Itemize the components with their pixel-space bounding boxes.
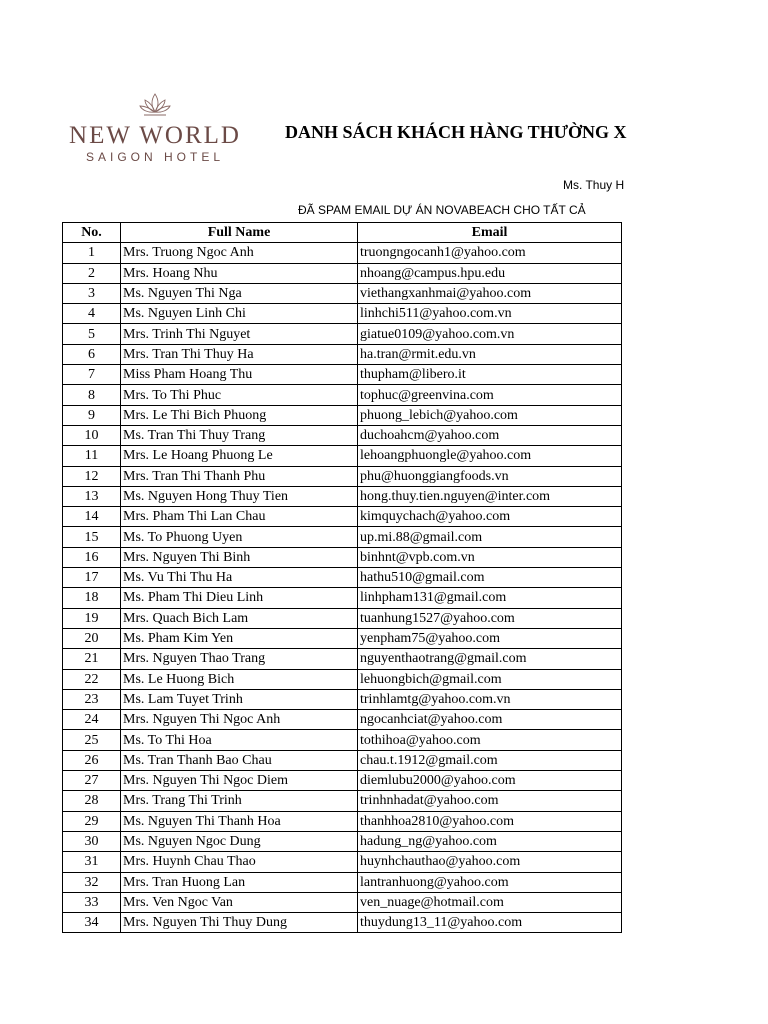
table-row xyxy=(63,588,622,608)
row-number: 30 xyxy=(63,831,121,851)
table-row xyxy=(63,243,622,263)
table-row xyxy=(63,669,622,689)
lotus-emblem-icon xyxy=(139,92,171,120)
hotel-logo xyxy=(62,92,248,172)
logo-subtitle: SAIGON HOTEL xyxy=(85,150,225,164)
row-email: yenpham75@yahoo.com xyxy=(358,628,622,648)
row-number: 2 xyxy=(63,263,121,283)
row-full-name: Ms. Nguyen Hong Thuy Tien xyxy=(121,486,358,506)
table-row xyxy=(63,385,622,405)
table-row xyxy=(63,446,622,466)
table-row xyxy=(63,811,622,831)
row-full-name: Mrs. Quach Bich Lam xyxy=(121,608,358,628)
row-email: chau.t.1912@gmail.com xyxy=(358,750,622,770)
row-number: 3 xyxy=(63,283,121,303)
row-number: 6 xyxy=(63,344,121,364)
row-number: 32 xyxy=(63,872,121,892)
row-full-name: Mrs. Tran Huong Lan xyxy=(121,872,358,892)
row-full-name: Ms. To Phuong Uyen xyxy=(121,527,358,547)
table-row xyxy=(63,628,622,648)
row-full-name: Ms. Tran Thi Thuy Trang xyxy=(121,425,358,445)
table-row xyxy=(63,831,622,851)
contact-person: Ms. Thuy H xyxy=(563,178,625,192)
table-row xyxy=(63,344,622,364)
row-number: 19 xyxy=(63,608,121,628)
row-full-name: Ms. Nguyen Linh Chi xyxy=(121,304,358,324)
table-row xyxy=(63,547,622,567)
table-row xyxy=(63,710,622,730)
row-number: 20 xyxy=(63,628,121,648)
row-email: kimquychach@yahoo.com xyxy=(358,507,622,527)
table-row xyxy=(63,913,622,933)
row-email: huynhchauthao@yahoo.com xyxy=(358,852,622,872)
row-full-name: Mrs. Ven Ngoc Van xyxy=(121,892,358,912)
row-email: trinhnhadat@yahoo.com xyxy=(358,791,622,811)
table-row xyxy=(63,365,622,385)
row-number: 18 xyxy=(63,588,121,608)
row-email: tothihoa@yahoo.com xyxy=(358,730,622,750)
row-number: 12 xyxy=(63,466,121,486)
customer-table xyxy=(62,222,622,933)
row-email: lantranhuong@yahoo.com xyxy=(358,872,622,892)
row-email: trinhlamtg@yahoo.com.vn xyxy=(358,689,622,709)
row-email: thuydung13_11@yahoo.com xyxy=(358,913,622,933)
row-number: 29 xyxy=(63,811,121,831)
row-email: hadung_ng@yahoo.com xyxy=(358,831,622,851)
row-email: truongngocanh1@yahoo.com xyxy=(358,243,622,263)
row-email: nhoang@campus.hpu.edu xyxy=(358,263,622,283)
row-full-name: Mrs. Nguyen Thi Ngoc Diem xyxy=(121,771,358,791)
table-row xyxy=(63,507,622,527)
row-full-name: Mrs. To Thi Phuc xyxy=(121,385,358,405)
table-row xyxy=(63,852,622,872)
column-header-full-name: Full Name xyxy=(121,223,358,243)
table-row xyxy=(63,730,622,750)
row-number: 22 xyxy=(63,669,121,689)
row-full-name: Ms. Vu Thi Thu Ha xyxy=(121,568,358,588)
row-full-name: Ms. Pham Kim Yen xyxy=(121,628,358,648)
row-email: hong.thuy.tien.nguyen@inter.com xyxy=(358,486,622,506)
table-row xyxy=(63,750,622,770)
row-number: 26 xyxy=(63,750,121,770)
row-email: nguyenthaotrang@gmail.com xyxy=(358,649,622,669)
table-row xyxy=(63,791,622,811)
row-full-name: Mrs. Trinh Thi Nguyet xyxy=(121,324,358,344)
table-row xyxy=(63,689,622,709)
row-email: lehuongbich@gmail.com xyxy=(358,669,622,689)
row-full-name: Mrs. Tran Thi Thuy Ha xyxy=(121,344,358,364)
row-full-name: Ms. Nguyen Thi Thanh Hoa xyxy=(121,811,358,831)
table-row xyxy=(63,263,622,283)
table-row xyxy=(63,608,622,628)
row-full-name: Ms. Tran Thanh Bao Chau xyxy=(121,750,358,770)
table-row xyxy=(63,466,622,486)
row-number: 23 xyxy=(63,689,121,709)
row-number: 8 xyxy=(63,385,121,405)
row-number: 17 xyxy=(63,568,121,588)
row-full-name: Mrs. Nguyen Thi Ngoc Anh xyxy=(121,710,358,730)
row-full-name: Mrs. Le Hoang Phuong Le xyxy=(121,446,358,466)
row-number: 27 xyxy=(63,771,121,791)
table-row xyxy=(63,283,622,303)
row-number: 33 xyxy=(63,892,121,912)
row-number: 4 xyxy=(63,304,121,324)
row-number: 31 xyxy=(63,852,121,872)
row-full-name: Mrs. Hoang Nhu xyxy=(121,263,358,283)
table-header-row xyxy=(63,223,622,243)
row-number: 14 xyxy=(63,507,121,527)
row-number: 21 xyxy=(63,649,121,669)
row-number: 34 xyxy=(63,913,121,933)
column-header-email: Email xyxy=(358,223,622,243)
row-number: 9 xyxy=(63,405,121,425)
row-full-name: Ms. Pham Thi Dieu Linh xyxy=(121,588,358,608)
row-email: phu@huonggiangfoods.vn xyxy=(358,466,622,486)
row-full-name: Mrs. Pham Thi Lan Chau xyxy=(121,507,358,527)
row-full-name: Mrs. Nguyen Thao Trang xyxy=(121,649,358,669)
table-row xyxy=(63,486,622,506)
row-number: 11 xyxy=(63,446,121,466)
table-row xyxy=(63,425,622,445)
row-email: linhchi511@yahoo.com.vn xyxy=(358,304,622,324)
row-number: 10 xyxy=(63,425,121,445)
row-full-name: Ms. Nguyen Thi Nga xyxy=(121,283,358,303)
row-number: 15 xyxy=(63,527,121,547)
row-email: up.mi.88@gmail.com xyxy=(358,527,622,547)
row-full-name: Ms. To Thi Hoa xyxy=(121,730,358,750)
row-email: ha.tran@rmit.edu.vn xyxy=(358,344,622,364)
row-full-name: Ms. Le Huong Bich xyxy=(121,669,358,689)
row-number: 5 xyxy=(63,324,121,344)
spam-note: ĐÃ SPAM EMAIL DỰ ÁN NOVABEACH CHO TẤT CẢ xyxy=(298,203,586,217)
row-email: tophuc@greenvina.com xyxy=(358,385,622,405)
row-number: 7 xyxy=(63,365,121,385)
row-number: 1 xyxy=(63,243,121,263)
row-full-name: Mrs. Le Thi Bich Phuong xyxy=(121,405,358,425)
row-full-name: Ms. Nguyen Ngoc Dung xyxy=(121,831,358,851)
row-email: tuanhung1527@yahoo.com xyxy=(358,608,622,628)
row-email: binhnt@vpb.com.vn xyxy=(358,547,622,567)
table-row xyxy=(63,527,622,547)
table-row xyxy=(63,872,622,892)
column-header-no: No. xyxy=(63,223,121,243)
row-number: 13 xyxy=(63,486,121,506)
row-number: 28 xyxy=(63,791,121,811)
row-email: thanhhoa2810@yahoo.com xyxy=(358,811,622,831)
row-number: 25 xyxy=(63,730,121,750)
row-email: giatue0109@yahoo.com.vn xyxy=(358,324,622,344)
row-full-name: Mrs. Trang Thi Trinh xyxy=(121,791,358,811)
row-full-name: Mrs. Truong Ngoc Anh xyxy=(121,243,358,263)
row-email: lehoangphuongle@yahoo.com xyxy=(358,446,622,466)
table-row xyxy=(63,649,622,669)
row-full-name: Miss Pham Hoang Thu xyxy=(121,365,358,385)
table-row xyxy=(63,324,622,344)
row-full-name: Mrs. Tran Thi Thanh Phu xyxy=(121,466,358,486)
table-body xyxy=(63,243,622,933)
row-full-name: Mrs. Huynh Chau Thao xyxy=(121,852,358,872)
row-full-name: Ms. Lam Tuyet Trinh xyxy=(121,689,358,709)
table-row xyxy=(63,568,622,588)
logo-wordmark: NEW WORLD xyxy=(69,122,241,149)
page-title: DANH SÁCH KHÁCH HÀNG THƯỜNG X xyxy=(285,122,627,142)
row-full-name: Mrs. Nguyen Thi Binh xyxy=(121,547,358,567)
row-email: duchoahcm@yahoo.com xyxy=(358,425,622,445)
row-email: diemlubu2000@yahoo.com xyxy=(358,771,622,791)
row-full-name: Mrs. Nguyen Thi Thuy Dung xyxy=(121,913,358,933)
row-email: viethangxanhmai@yahoo.com xyxy=(358,283,622,303)
table-row xyxy=(63,304,622,324)
table-row xyxy=(63,405,622,425)
row-email: hathu510@gmail.com xyxy=(358,568,622,588)
table-row xyxy=(63,771,622,791)
table-row xyxy=(63,892,622,912)
row-email: ngocanhciat@yahoo.com xyxy=(358,710,622,730)
row-email: phuong_lebich@yahoo.com xyxy=(358,405,622,425)
row-number: 16 xyxy=(63,547,121,567)
row-email: thupham@libero.it xyxy=(358,365,622,385)
row-number: 24 xyxy=(63,710,121,730)
row-email: linhpham131@gmail.com xyxy=(358,588,622,608)
row-email: ven_nuage@hotmail.com xyxy=(358,892,622,912)
